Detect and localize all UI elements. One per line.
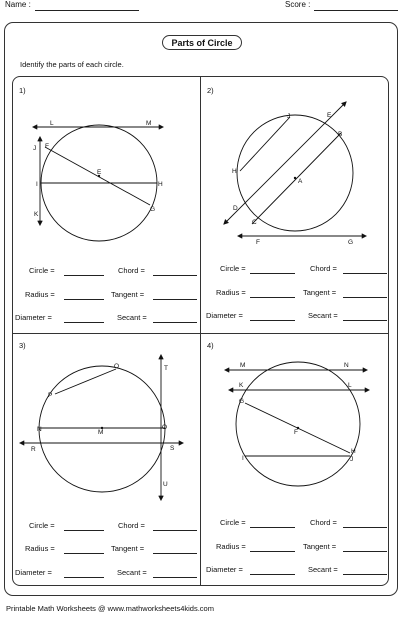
point-label-c: C (252, 219, 257, 226)
segment-fg (45, 147, 150, 205)
secant-label: Secant = (308, 565, 338, 574)
chord-answer-3[interactable] (153, 530, 197, 531)
point-label-e: E (97, 169, 102, 176)
chord-label: Chord = (310, 264, 337, 273)
diameter-label: Diameter = (206, 565, 243, 574)
point-label-l: L (50, 120, 54, 127)
circle-answer-2[interactable] (250, 273, 295, 274)
secant-answer-3[interactable] (153, 577, 197, 578)
point-label-p: P (48, 392, 53, 399)
point-label-o: O (114, 363, 120, 370)
point-label-n: N (37, 426, 42, 433)
point-label-t: T (164, 365, 168, 372)
radius-label: Radius = (25, 544, 55, 553)
chord-label: Chord = (118, 521, 145, 530)
segment-hj (240, 117, 290, 171)
tangent-label: Tangent = (303, 542, 337, 551)
worksheet-title: Parts of Circle (162, 35, 242, 50)
point-label-r: R (31, 446, 36, 453)
circle-4 (236, 362, 360, 486)
point-label-s: S (170, 445, 175, 452)
diameter-answer-3[interactable] (64, 577, 104, 578)
secant-label: Secant = (117, 313, 147, 322)
diameter-answer-4[interactable] (250, 574, 295, 575)
problem-number: 2) (207, 86, 214, 95)
chord-label: Chord = (310, 518, 337, 527)
circle-answer-3[interactable] (64, 530, 104, 531)
tangent-label: Tangent = (111, 544, 145, 553)
point-label-f: F (45, 143, 49, 150)
problem-number: 1) (19, 86, 26, 95)
chord-answer-4[interactable] (343, 527, 387, 528)
instructions: Identify the parts of each circle. (20, 60, 124, 69)
line-de (224, 102, 346, 224)
chord-answer-2[interactable] (343, 273, 387, 274)
circle-label: Circle = (29, 266, 55, 275)
circle-label: Circle = (29, 521, 55, 530)
point-label-u: U (163, 481, 168, 488)
radius-answer-1[interactable] (64, 299, 104, 300)
segment-cb (252, 133, 341, 224)
diameter-label: Diameter = (206, 311, 243, 320)
point-label-o: O (162, 424, 168, 431)
point-label-g: G (239, 398, 245, 405)
point-label-k: K (34, 211, 39, 218)
problem-number: 3) (19, 341, 26, 350)
circle-answer-1[interactable] (64, 275, 104, 276)
point-label-j: J (350, 456, 354, 463)
radius-label: Radius = (216, 288, 246, 297)
tangent-answer-2[interactable] (343, 297, 387, 298)
point-label-m: M (240, 362, 246, 369)
secant-answer-4[interactable] (343, 574, 387, 575)
point-label-n: N (344, 362, 349, 369)
secant-answer-2[interactable] (343, 320, 387, 321)
point-label-j: J (33, 145, 37, 152)
radius-answer-3[interactable] (64, 553, 104, 554)
circle-label: Circle = (220, 264, 246, 273)
point-label-l: L (348, 382, 352, 389)
tangent-answer-1[interactable] (153, 299, 197, 300)
circle-label: Circle = (220, 518, 246, 527)
tangent-answer-3[interactable] (153, 553, 197, 554)
chord-answer-1[interactable] (153, 275, 197, 276)
secant-answer-1[interactable] (153, 322, 197, 323)
point-label-f: F (294, 429, 298, 436)
tangent-label: Tangent = (111, 290, 145, 299)
point-label-h: H (351, 448, 356, 455)
score-label: Score : (285, 0, 311, 9)
secant-label: Secant = (308, 311, 338, 320)
radius-answer-2[interactable] (250, 297, 295, 298)
point-label-g: G (348, 239, 354, 246)
problem-number: 4) (207, 341, 214, 350)
point-label-e: E (327, 112, 332, 119)
point-label-m: M (98, 429, 104, 436)
point-label-j: J (287, 113, 291, 120)
circle-2 (237, 115, 353, 231)
radius-label: Radius = (216, 542, 246, 551)
diagram-4 (225, 362, 369, 486)
diameter-label: Diameter = (15, 313, 52, 322)
point-label-g: G (150, 206, 156, 213)
chord-label: Chord = (118, 266, 145, 275)
point-label-k: K (239, 382, 244, 389)
tangent-answer-4[interactable] (343, 551, 387, 552)
radius-answer-4[interactable] (250, 551, 295, 552)
center-a (294, 177, 296, 179)
diameter-label: Diameter = (15, 568, 52, 577)
point-label-i: I (36, 181, 38, 188)
diagram-2 (224, 102, 366, 246)
point-label-i: I (242, 455, 244, 462)
segment-po (55, 369, 116, 394)
radius-label: Radius = (25, 290, 55, 299)
diagram-1 (33, 120, 163, 241)
point-label-b: B (338, 131, 343, 138)
point-label-a: A (298, 178, 303, 185)
point-label-m: M (146, 120, 152, 127)
point-label-h: H (232, 168, 237, 175)
circle-answer-4[interactable] (250, 527, 295, 528)
tangent-label: Tangent = (303, 288, 337, 297)
point-label-h: H (158, 181, 163, 188)
point-label-f: F (256, 239, 260, 246)
name-label: Name : (5, 0, 31, 9)
diagram-3 (20, 355, 183, 500)
diameter-answer-1[interactable] (64, 322, 104, 323)
diameter-answer-2[interactable] (250, 320, 295, 321)
point-label-d: D (233, 205, 238, 212)
footer-credit: Printable Math Worksheets @ www.mathworksheets4kids.com (6, 604, 214, 613)
secant-label: Secant = (117, 568, 147, 577)
